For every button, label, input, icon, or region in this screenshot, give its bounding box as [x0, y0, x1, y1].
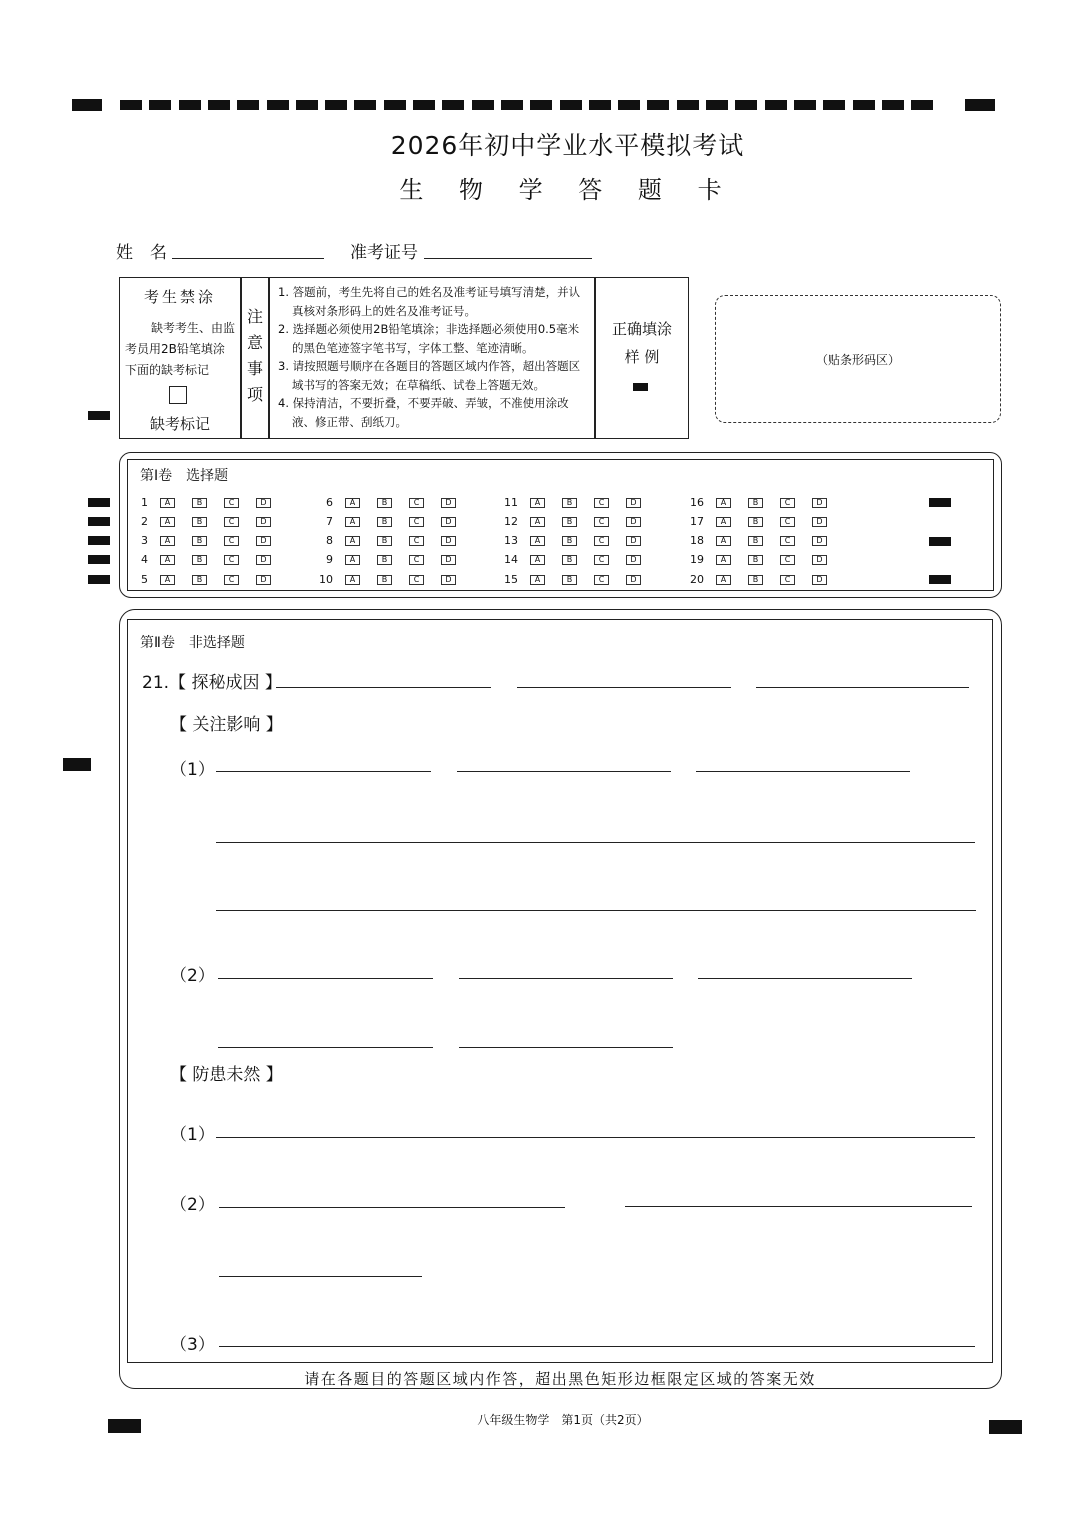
timing-mark: [354, 100, 376, 110]
option-bubble[interactable]: C: [409, 498, 424, 508]
question-number: 6: [326, 496, 333, 509]
timing-mark: [618, 100, 640, 110]
question-number: 10: [319, 573, 333, 586]
question-number: 16: [690, 496, 704, 509]
option-bubble[interactable]: A: [716, 517, 731, 527]
prevent-label: 【 防患未然 】: [170, 1065, 283, 1085]
name-label: 姓 名: [116, 243, 167, 263]
notice-title-char: 意: [246, 333, 263, 352]
prevent-part2-label: （2）: [170, 1195, 215, 1215]
option-bubble[interactable]: C: [594, 498, 609, 508]
timing-mark: [88, 517, 110, 526]
focus-label: 【 关注影响 】: [170, 715, 283, 735]
prevent-part1-label: （1）: [170, 1125, 215, 1145]
option-bubble[interactable]: D: [626, 555, 641, 565]
option-bubble[interactable]: A: [530, 536, 545, 546]
option-bubble[interactable]: C: [780, 498, 795, 508]
timing-mark: [472, 100, 494, 110]
timing-mark: [530, 100, 552, 110]
option-bubble[interactable]: B: [377, 575, 392, 585]
option-bubble[interactable]: C: [780, 517, 795, 527]
exam-id-label: 准考证号: [350, 243, 418, 263]
option-bubble[interactable]: A: [716, 498, 731, 508]
option-bubble[interactable]: A: [345, 517, 360, 527]
timing-mark: [325, 100, 347, 110]
answer-line[interactable]: [276, 687, 491, 688]
option-bubble[interactable]: B: [192, 555, 207, 565]
answer-line[interactable]: [218, 978, 433, 979]
option-bubble[interactable]: D: [256, 498, 271, 508]
question-number: 3: [141, 534, 148, 547]
option-bubble[interactable]: B: [192, 517, 207, 527]
option-bubble[interactable]: B: [192, 498, 207, 508]
option-bubble[interactable]: D: [256, 575, 271, 585]
question-number: 14: [504, 553, 518, 566]
timing-mark: [413, 100, 435, 110]
question-number: 9: [326, 553, 333, 566]
absent-checkbox[interactable]: [169, 386, 187, 404]
option-bubble[interactable]: D: [441, 498, 456, 508]
part2-label: （2）: [170, 966, 215, 986]
option-bubble[interactable]: D: [256, 555, 271, 565]
option-bubble[interactable]: B: [748, 555, 763, 565]
option-bubble[interactable]: B: [562, 498, 577, 508]
timing-mark: [179, 100, 201, 110]
section1-title: 第Ⅰ卷 选择题: [140, 468, 229, 484]
timing-mark: [823, 100, 845, 110]
timing-mark: [911, 100, 933, 110]
question-number: 20: [690, 573, 704, 586]
timing-mark: [442, 100, 464, 110]
notice-item: 2. 选择题必须使用2B铅笔填涂；非选择题必须使用0.5毫米的黑色笔迹签字笔书写，字体工整、笔迹清晰。: [278, 322, 580, 355]
option-bubble[interactable]: C: [780, 555, 795, 565]
barcode-label: （贴条形码区）: [815, 353, 900, 367]
option-bubble[interactable]: B: [748, 498, 763, 508]
answer-line[interactable]: [219, 1276, 422, 1277]
absent-text: 缺考考生、由监考员用2B铅笔填涂下面的缺考标记: [125, 321, 236, 377]
option-bubble[interactable]: A: [160, 498, 175, 508]
question-number: 17: [690, 515, 704, 528]
option-bubble[interactable]: A: [716, 536, 731, 546]
absent-title: 考生禁涂: [143, 288, 216, 306]
question-number: 15: [504, 573, 518, 586]
timing-mark: [237, 100, 259, 110]
timing-mark: [72, 99, 102, 111]
timing-mark: [560, 100, 582, 110]
option-bubble[interactable]: A: [160, 555, 175, 565]
option-bubble[interactable]: A: [160, 517, 175, 527]
option-bubble[interactable]: B: [562, 555, 577, 565]
timing-mark: [208, 100, 230, 110]
notice-title-char: 注: [246, 307, 263, 326]
timing-mark: [929, 498, 951, 507]
question-number: 5: [141, 573, 148, 586]
question-number: 2: [141, 515, 148, 528]
option-bubble[interactable]: D: [626, 536, 641, 546]
divider: [268, 277, 270, 439]
question-number: 13: [504, 534, 518, 547]
answer-line[interactable]: [459, 978, 673, 979]
answer-line[interactable]: [625, 1206, 972, 1207]
notice-title-char: 项: [246, 385, 263, 404]
option-bubble[interactable]: B: [562, 575, 577, 585]
option-bubble[interactable]: C: [224, 498, 239, 508]
timing-mark: [88, 575, 110, 584]
option-bubble[interactable]: C: [224, 575, 239, 585]
question-number: 19: [690, 553, 704, 566]
boundary-warning: 请在各题目的答题区域内作答，超出黑色矩形边框限定区域的答案无效: [304, 1370, 816, 1388]
timing-mark: [882, 100, 904, 110]
option-bubble[interactable]: A: [345, 575, 360, 585]
question-number: 8: [326, 534, 333, 547]
timing-mark: [296, 100, 318, 110]
sample-fill-mark: [633, 383, 648, 391]
option-bubble[interactable]: D: [626, 575, 641, 585]
option-bubble[interactable]: C: [409, 536, 424, 546]
option-bubble[interactable]: D: [812, 517, 827, 527]
option-bubble[interactable]: A: [530, 498, 545, 508]
option-bubble[interactable]: A: [160, 536, 175, 546]
question-number: 12: [504, 515, 518, 528]
option-bubble[interactable]: B: [562, 517, 577, 527]
timing-mark: [706, 100, 728, 110]
timing-mark: [765, 100, 787, 110]
option-bubble[interactable]: C: [594, 517, 609, 527]
question-number: 18: [690, 534, 704, 547]
option-bubble[interactable]: B: [377, 498, 392, 508]
option-bubble[interactable]: D: [441, 517, 456, 527]
option-bubble[interactable]: D: [626, 498, 641, 508]
option-bubble[interactable]: D: [441, 555, 456, 565]
option-bubble[interactable]: D: [812, 498, 827, 508]
timing-mark: [589, 100, 611, 110]
timing-mark: [88, 536, 110, 545]
timing-mark: [88, 498, 110, 507]
answer-line[interactable]: [457, 771, 671, 772]
answer-line[interactable]: [216, 771, 431, 772]
option-bubble[interactable]: A: [345, 555, 360, 565]
answer-line[interactable]: [219, 1207, 565, 1208]
option-bubble[interactable]: D: [626, 517, 641, 527]
timing-mark: [735, 100, 757, 110]
option-bubble[interactable]: D: [256, 536, 271, 546]
answer-line[interactable]: [696, 771, 910, 772]
option-bubble[interactable]: A: [716, 575, 731, 585]
option-bubble[interactable]: C: [409, 555, 424, 565]
answer-line[interactable]: [459, 1047, 673, 1048]
answer-line[interactable]: [216, 910, 976, 911]
timing-mark: [149, 100, 171, 110]
answer-line[interactable]: [216, 842, 975, 843]
card-title: 生 物 学 答 题 卡: [399, 176, 736, 204]
notice-list: [278, 283, 588, 431]
option-bubble[interactable]: C: [594, 555, 609, 565]
option-bubble[interactable]: B: [748, 575, 763, 585]
timing-mark: [929, 537, 951, 546]
timing-mark: [63, 758, 91, 771]
option-bubble[interactable]: A: [530, 517, 545, 527]
question-number: 7: [326, 515, 333, 528]
answer-line[interactable]: [756, 687, 969, 688]
option-bubble[interactable]: B: [562, 536, 577, 546]
timing-mark: [677, 100, 699, 110]
q21-label: 21.【 探秘成因 】: [142, 673, 282, 693]
name-field[interactable]: [172, 258, 324, 259]
option-bubble[interactable]: B: [192, 575, 207, 585]
timing-mark: [88, 411, 110, 420]
answer-line[interactable]: [698, 978, 912, 979]
exam-id-field[interactable]: [424, 258, 592, 259]
page-footer: 八年级生物学 第1页（共2页）: [477, 1413, 649, 1427]
option-bubble[interactable]: B: [377, 517, 392, 527]
option-bubble[interactable]: D: [812, 555, 827, 565]
question-number: 11: [504, 496, 518, 509]
sample-label-1: 正确填涂: [611, 320, 672, 338]
timing-mark: [794, 100, 816, 110]
option-bubble[interactable]: B: [377, 536, 392, 546]
answer-line[interactable]: [218, 1047, 433, 1048]
option-bubble[interactable]: C: [780, 575, 795, 585]
timing-mark: [501, 100, 523, 110]
option-bubble[interactable]: B: [377, 555, 392, 565]
option-bubble[interactable]: D: [812, 575, 827, 585]
option-bubble[interactable]: C: [780, 536, 795, 546]
option-bubble[interactable]: D: [256, 517, 271, 527]
option-bubble[interactable]: C: [594, 575, 609, 585]
timing-mark: [853, 100, 875, 110]
timing-mark: [929, 575, 951, 584]
section2-title: 第Ⅱ卷 非选择题: [140, 635, 245, 651]
part1-label: （1）: [170, 760, 215, 780]
timing-mark: [647, 100, 669, 110]
answer-line[interactable]: [219, 1346, 975, 1347]
option-bubble[interactable]: B: [748, 536, 763, 546]
sample-label-2: 样 例: [624, 348, 660, 366]
prevent-part3-label: （3）: [170, 1335, 215, 1355]
answer-line[interactable]: [517, 687, 731, 688]
absent-mark-label: 缺考标记: [149, 415, 210, 433]
option-bubble[interactable]: C: [224, 517, 239, 527]
timing-mark: [267, 100, 289, 110]
notice-item: 3. 请按照题号顺序在各题目的答题区域内作答，超出答题区域书写的答案无效；在草稿纸、试卷上答题无效。: [278, 359, 581, 392]
option-bubble[interactable]: A: [530, 555, 545, 565]
option-bubble[interactable]: C: [594, 536, 609, 546]
notice-title: [242, 304, 268, 408]
option-bubble[interactable]: A: [345, 498, 360, 508]
option-bubble[interactable]: C: [409, 517, 424, 527]
option-bubble[interactable]: B: [748, 517, 763, 527]
exam-title: 2026年初中学业水平模拟考试: [390, 131, 745, 160]
notice-title-char: 事: [246, 359, 263, 378]
option-bubble[interactable]: A: [345, 536, 360, 546]
option-bubble[interactable]: D: [812, 536, 827, 546]
option-bubble[interactable]: D: [441, 575, 456, 585]
notice-item: 1. 答题前，考生先将自己的姓名及准考证号填写清楚，并认真核对条形码上的姓名及准考证号。: [278, 285, 581, 318]
notice-item: 4. 保持清洁，不要折叠，不要弄破、弄皱，不准使用涂改液、修正带、刮纸刀。: [278, 396, 569, 429]
option-bubble[interactable]: C: [409, 575, 424, 585]
option-bubble[interactable]: C: [224, 536, 239, 546]
timing-mark: [965, 99, 995, 111]
option-bubble[interactable]: A: [530, 575, 545, 585]
option-bubble[interactable]: A: [716, 555, 731, 565]
timing-mark: [88, 555, 110, 564]
timing-mark: [120, 100, 142, 110]
option-bubble[interactable]: D: [441, 536, 456, 546]
question-number: 1: [141, 496, 148, 509]
question-number: 4: [141, 553, 148, 566]
timing-mark: [384, 100, 406, 110]
option-bubble[interactable]: A: [160, 575, 175, 585]
option-bubble[interactable]: C: [224, 555, 239, 565]
option-bubble[interactable]: B: [192, 536, 207, 546]
answer-line[interactable]: [216, 1137, 975, 1138]
